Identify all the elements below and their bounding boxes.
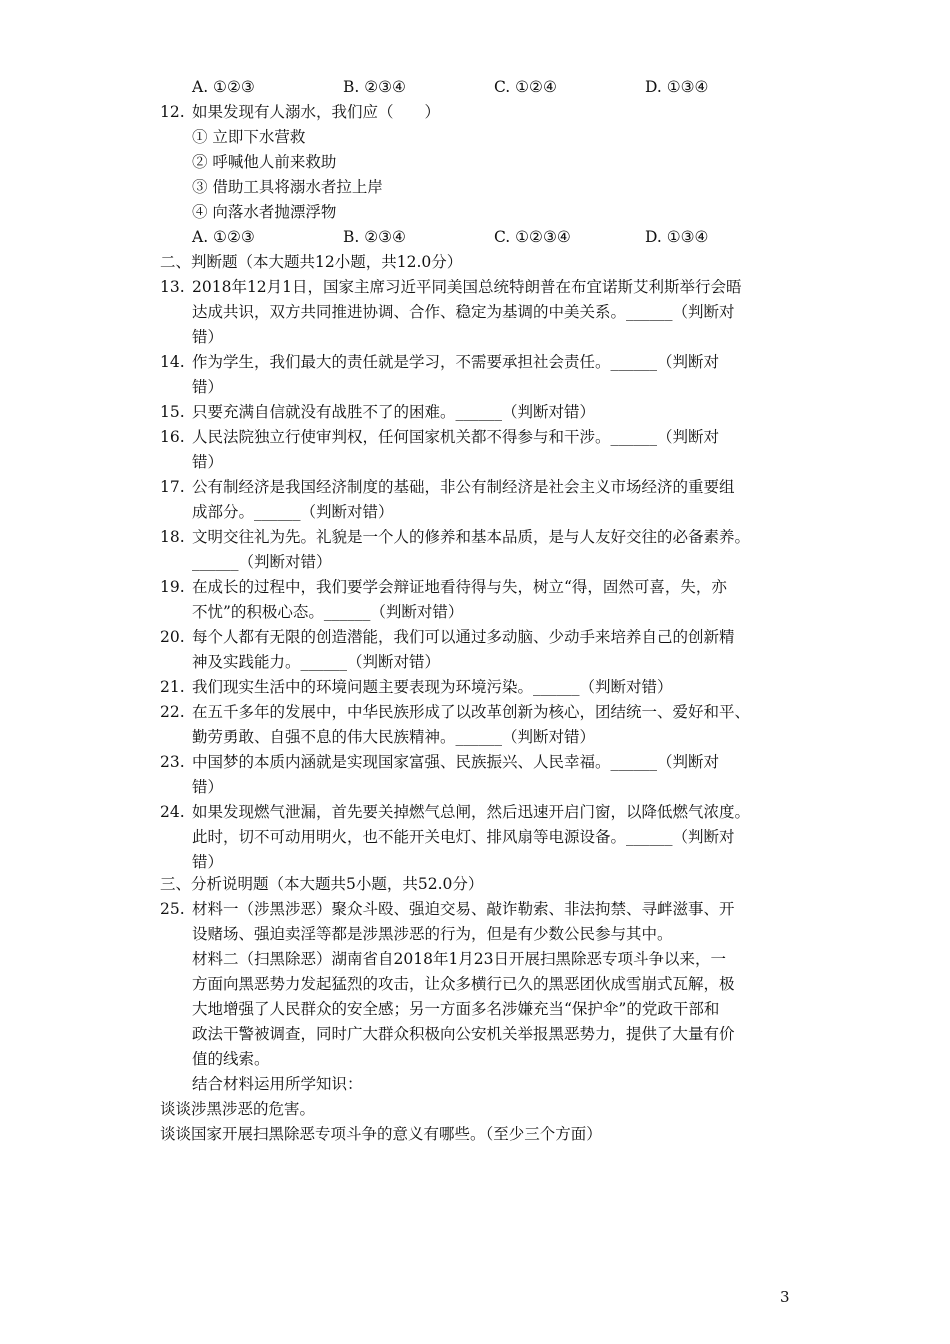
judge-q-line: 错）	[192, 778, 224, 796]
judge-q-line: 错）	[192, 853, 224, 871]
judge-q-line: 每个人都有无限的创造潜能，我们可以通过多动脑、少动手来培养自己的创新精	[192, 628, 735, 646]
q11-option-b: B. ②③④	[343, 78, 406, 96]
judge-q-line: 错）	[192, 378, 224, 396]
judge-q-line: 成部分。______（判断对错）	[192, 503, 394, 521]
judge-q-number: 21.	[160, 678, 185, 696]
judge-q-line: 错）	[192, 328, 224, 346]
judge-q-line: 神及实践能力。______（判断对错）	[192, 653, 441, 671]
judge-q-line: 文明交往礼为先。礼貌是一个人的修养和基本品质，是与人友好交往的必备素养。	[192, 528, 751, 546]
judge-q-number: 20.	[160, 628, 185, 646]
q25-line-1: 材料一（涉黑涉恶）聚众斗殴、强迫交易、敲诈勒索、非法拘禁、寻衅滋事、开	[192, 900, 735, 918]
judge-q-line: 勤劳勇敢、自强不息的伟大民族精神。______（判断对错）	[192, 728, 596, 746]
judge-q-line: 中国梦的本质内涵就是实现国家富强、民族振兴、人民幸福。______（判断对	[192, 753, 720, 771]
q25-line-6: 政法干警被调查，同时广大群众积极向公安机关举报黑恶势力，提供了大量有价	[192, 1025, 735, 1043]
judge-q-line: 如果发现燃气泄漏，首先要关掉燃气总闸，然后迅速开启门窗，以降低燃气浓度。	[192, 803, 751, 821]
q25-line-3: 材料二（扫黑除恶）湖南省自2018年1月23日开展扫黑除恶专项斗争以来，一	[192, 950, 727, 968]
q12-item-3: ③ 借助工具将溺水者拉上岸	[192, 178, 383, 196]
q25-line-8: 结合材料运用所学知识：	[192, 1075, 363, 1093]
section-3-heading: 三、分析说明题（本大题共5小题，共52.0分）	[160, 875, 484, 893]
judge-q-line: 公有制经济是我国经济制度的基础，非公有制经济是社会主义市场经济的重要组	[192, 478, 735, 496]
judge-q-line: 我们现实生活中的环境问题主要表现为环境污染。______（判断对错）	[192, 678, 673, 696]
judge-q-line: 作为学生，我们最大的责任就是学习，不需要承担社会责任。______（判断对	[192, 353, 720, 371]
judge-q-line: 达成共识，双方共同推进协调、合作、稳定为基调的中美关系。______（判断对	[192, 303, 735, 321]
q25-question-1: 谈谈涉黑涉恶的危害。	[160, 1100, 316, 1118]
judge-q-line: 只要充满自信就没有战胜不了的困难。______（判断对错）	[192, 403, 596, 421]
judge-q-number: 16.	[160, 428, 185, 446]
judge-q-number: 17.	[160, 478, 185, 496]
judge-q-line: 在成长的过程中，我们要学会辩证地看待得与失，树立“得，固然可喜，失，亦	[192, 578, 727, 596]
judge-q-number: 13.	[160, 278, 185, 296]
q11-option-a: A. ①②③	[192, 78, 255, 96]
q25-number: 25.	[160, 900, 185, 918]
judge-q-number: 14.	[160, 353, 185, 371]
judge-q-line: 错）	[192, 453, 224, 471]
judge-q-line: 不忧”的积极心态。______（判断对错）	[192, 603, 464, 621]
judge-q-number: 23.	[160, 753, 185, 771]
judge-q-number: 18.	[160, 528, 185, 546]
q12-item-1: ① 立即下水营救	[192, 128, 306, 146]
judge-q-line: 人民法院独立行使审判权，任何国家机关都不得参与和干涉。______（判断对	[192, 428, 720, 446]
q12-stem: 如果发现有人溺水，我们应（ ）	[192, 103, 441, 121]
q12-number: 12.	[160, 103, 185, 121]
judge-q-number: 22.	[160, 703, 185, 721]
q25-question-2: 谈谈国家开展扫黑除恶专项斗争的意义有哪些。（至少三个方面）	[160, 1125, 602, 1143]
q12-option-c: C. ①②③④	[494, 228, 571, 246]
q25-line-7: 值的线索。	[192, 1050, 270, 1068]
q12-option-b: B. ②③④	[343, 228, 406, 246]
q25-line-5: 大地增强了人民群众的安全感；另一方面多名涉嫌充当“保护伞”的党政干部和	[192, 1000, 720, 1018]
page-number: 3	[780, 1288, 790, 1306]
q12-option-a: A. ①②③	[192, 228, 255, 246]
judge-q-line: ______（判断对错）	[192, 553, 332, 571]
judge-q-line: 在五千多年的发展中，中华民族形成了以改革创新为核心，团结统一、爱好和平、	[192, 703, 751, 721]
judge-q-number: 15.	[160, 403, 185, 421]
q11-option-c: C. ①②④	[494, 78, 557, 96]
q11-option-d: D. ①③④	[645, 78, 709, 96]
judge-q-line: 此时，切不可动用明火，也不能开关电灯、排风扇等电源设备。______（判断对	[192, 828, 735, 846]
q12-option-d: D. ①③④	[645, 228, 709, 246]
q12-item-4: ④ 向落水者抛漂浮物	[192, 203, 337, 221]
q25-line-2: 设赌场、强迫卖淫等都是涉黑涉恶的行为，但是有少数公民参与其中。	[192, 925, 673, 943]
section-2-heading: 二、判断题（本大题共12小题，共12.0分）	[160, 253, 463, 271]
q12-item-2: ② 呼喊他人前来救助	[192, 153, 337, 171]
judge-q-number: 19.	[160, 578, 185, 596]
q25-line-4: 方面向黑恶势力发起猛烈的攻击，让众多横行已久的黑恶团伙成雪崩式瓦解，极	[192, 975, 735, 993]
judge-q-line: 2018年12月1日，国家主席习近平同美国总统特朗普在布宜诺斯艾利斯举行会晤	[192, 278, 742, 296]
judge-q-number: 24.	[160, 803, 185, 821]
